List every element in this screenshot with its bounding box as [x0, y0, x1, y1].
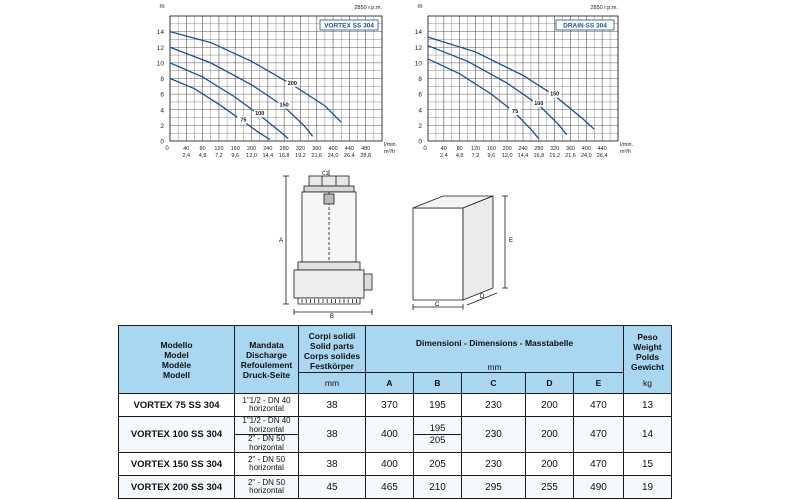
x-tick-label-lmin: 480	[361, 146, 371, 152]
x-tick-label-m3h: 28,8	[360, 153, 372, 159]
row-outlet: 2" - DN 50 horizontal	[235, 476, 299, 499]
row-e: 470	[574, 453, 624, 476]
row-a: 400	[366, 417, 414, 453]
drain-chart-svg	[408, 0, 648, 160]
curve-label-200: 200	[287, 80, 297, 87]
row-d: 200	[526, 394, 574, 417]
y-tick-label: 2	[418, 122, 422, 130]
x-tick-label-lmin: 360	[565, 146, 576, 152]
x-tick-label-lmin: 120	[214, 146, 224, 152]
row-kg: 14	[624, 417, 672, 453]
row-d: 200	[526, 417, 574, 453]
x-tick-label-lmin: 200	[246, 146, 257, 152]
x-tick-label-lmin: 160	[230, 146, 240, 152]
x-tick-label-lmin: 120	[470, 146, 481, 152]
x-tick-label-m3h: 19,2	[549, 153, 561, 159]
spec-table	[118, 325, 672, 499]
x-unit-lmin: l/min.	[384, 142, 398, 148]
y-tick-label: 10	[414, 60, 422, 68]
row-b: 195	[414, 394, 462, 417]
table-row	[119, 417, 672, 453]
x-tick-label-m3h: 2,4	[440, 153, 448, 159]
y-tick-label: 10	[156, 60, 164, 68]
row-c: 230	[462, 453, 526, 476]
dim-col-b: B	[414, 373, 462, 394]
x-tick-label-lmin: 200	[502, 146, 512, 152]
x-unit-m3h: m³/h	[384, 149, 395, 155]
x-tick-label-m3h: 7,2	[215, 153, 223, 159]
curve-label-75: 75	[240, 117, 247, 124]
row-c: 295	[462, 476, 526, 499]
header-dimensions: Dimensioni - Dimensions - Masstabelle mm	[366, 326, 624, 373]
pump-handle	[309, 176, 349, 186]
box-dim-e-label: E	[509, 238, 514, 244]
curve-label-100: 100	[255, 111, 265, 118]
row-solids: 45	[299, 476, 366, 499]
header-outlet: Mandata Discharge Refoulement Druck-Seite	[235, 326, 299, 394]
row-d: 200	[526, 453, 574, 476]
pump-dim-a-label: A	[279, 238, 284, 244]
row-outlet: 1"1/2 - DN 40 horizontal	[235, 394, 299, 417]
x-tick-label-m3h: 26,4	[596, 153, 608, 159]
row-a: 370	[366, 394, 414, 417]
row-a: 400	[366, 453, 414, 476]
y-tick-label: 14	[156, 29, 164, 37]
chart-title: DRAIN SS 304	[563, 22, 607, 30]
row-outlet: 1"1/2 - DN 40 horizontal 2" - DN 50 horizontal	[235, 417, 299, 453]
y-tick-label: 8	[418, 76, 422, 83]
chart-grid	[170, 16, 382, 141]
dims-unit: mm	[487, 362, 502, 372]
box-front	[413, 208, 463, 300]
vortex-chart-svg	[150, 0, 398, 160]
x-tick-label-m3h: 12,0	[501, 153, 513, 159]
row-e: 470	[574, 417, 624, 453]
row-e: 470	[574, 394, 624, 417]
y-tick-label: 0	[160, 138, 164, 146]
x-tick-label-lmin: 80	[199, 146, 206, 152]
header-solids: Corpi solidi Solid parts Corps solides Festkörper	[299, 326, 366, 373]
x-tick-label-m3h: 21,6	[311, 153, 323, 159]
header-model: Modello Model Modèle Modell	[119, 326, 235, 394]
curve-label-150: 150	[550, 91, 560, 98]
y-tick-label: 4	[160, 107, 164, 115]
speed-label: 2850 r.p.m.	[354, 5, 382, 11]
row-kg: 13	[624, 394, 672, 417]
y-tick-label: 14	[414, 29, 422, 37]
x-tick-label-lmin: 400	[328, 146, 338, 152]
x-tick-label-lmin: 240	[518, 146, 528, 152]
drain-performance-chart	[408, 0, 648, 160]
x-tick-label-m3h: 21,6	[565, 153, 576, 159]
row-c: 230	[462, 394, 526, 417]
pump-dim-b-label: B	[330, 314, 335, 320]
x-tick-label-m3h: 7,2	[471, 153, 480, 159]
y-tick-label: 6	[160, 91, 164, 99]
weight-unit: kg	[643, 377, 652, 388]
curve-label-75: 75	[512, 108, 519, 115]
x-tick-label-m3h: 4,8	[455, 153, 464, 159]
package-drawing-svg	[405, 190, 525, 315]
y-tick-label: 2	[160, 122, 164, 130]
x-unit-m3h: m³/h	[620, 149, 631, 155]
y-tick-label: 12	[414, 44, 422, 52]
y-tick-label: 4	[418, 107, 422, 115]
x-tick-label-lmin: 400	[581, 146, 591, 152]
speed-label: 2850 r.p.m.	[590, 5, 618, 11]
curve-200	[170, 32, 341, 123]
row-e: 490	[574, 476, 624, 499]
x-tick-label-lmin: 440	[597, 146, 607, 152]
x-tick-label-m3h: 9,6	[487, 153, 496, 159]
x-tick-label-lmin: 320	[550, 146, 560, 152]
box-side	[463, 196, 493, 300]
curve-label-150: 150	[279, 102, 289, 109]
row-model: VORTEX 100 SS 304	[119, 417, 235, 453]
pump-outlet	[364, 274, 372, 290]
x-tick-label-m3h: 16,8	[533, 153, 545, 159]
x-tick-label-m3h: 12,0	[246, 153, 257, 159]
row-c: 230	[462, 417, 526, 453]
row-model: VORTEX 75 SS 304	[119, 394, 235, 417]
dim-col-a: A	[366, 373, 414, 394]
pump-top-cap	[304, 186, 354, 192]
x-tick-label-m3h: 9,6	[231, 153, 240, 159]
dim-col-d: D	[526, 373, 574, 394]
curve-100	[170, 63, 288, 139]
header-weight: Peso Weight Polds Gewicht kg	[624, 326, 672, 394]
row-b: 210	[414, 476, 462, 499]
y-tick-label: 0	[418, 138, 422, 146]
pump-top-label: C1	[322, 171, 329, 177]
x-tick-label-lmin: 160	[486, 146, 496, 152]
y-tick-label: 12	[156, 44, 164, 52]
y-tick-label: 8	[160, 76, 164, 83]
x-tick-label-lmin: 40	[440, 146, 447, 152]
row-kg: 15	[624, 453, 672, 476]
row-solids: 38	[299, 417, 366, 453]
x-origin-label: 0	[423, 146, 427, 152]
row-solids: 38	[299, 394, 366, 417]
curve-label-100: 100	[534, 101, 544, 108]
y-axis-label: m	[159, 4, 165, 10]
x-tick-label-lmin: 280	[279, 146, 289, 152]
row-model: VORTEX 150 SS 304	[119, 453, 235, 476]
x-tick-label-lmin: 280	[534, 146, 544, 152]
dim-col-c: C	[462, 373, 526, 394]
row-kg: 19	[624, 476, 672, 499]
x-tick-label-lmin: 360	[312, 146, 322, 152]
table-header-row	[119, 326, 672, 373]
table-row	[119, 476, 672, 499]
x-tick-label-m3h: 2,4	[182, 153, 191, 159]
vortex-performance-chart	[150, 0, 398, 160]
row-b: 195 205	[414, 417, 462, 453]
x-tick-label-m3h: 4,8	[198, 153, 207, 159]
x-tick-label-m3h: 19,2	[295, 153, 306, 159]
x-tick-label-m3h: 26,4	[344, 153, 355, 159]
table-row	[119, 453, 672, 476]
x-tick-label-m3h: 16,8	[278, 153, 290, 159]
x-tick-label-m3h: 14,4	[517, 153, 529, 159]
row-d: 255	[526, 476, 574, 499]
row-solids: 38	[299, 453, 366, 476]
pump-dimension-drawing	[276, 170, 386, 320]
pump-base	[294, 270, 364, 298]
x-origin-label: 0	[165, 146, 169, 152]
y-tick-label: 6	[418, 91, 422, 99]
x-unit-lmin: l/min.	[620, 142, 634, 148]
chart-title: VORTEX SS 304	[324, 22, 374, 30]
box-dim-d-label: D	[480, 294, 485, 300]
x-tick-label-m3h: 24,0	[580, 153, 592, 159]
row-b: 205	[414, 453, 462, 476]
pump-drawing-svg	[276, 170, 386, 320]
x-tick-label-m3h: 24,0	[327, 153, 339, 159]
x-tick-label-lmin: 40	[183, 146, 190, 152]
row-model: VORTEX 200 SS 304	[119, 476, 235, 499]
solids-unit: mm	[299, 373, 366, 394]
x-tick-label-lmin: 80	[456, 146, 463, 152]
box-dim-c-label: C	[435, 302, 440, 308]
x-tick-label-m3h: 14,4	[262, 153, 274, 159]
package-dimension-drawing	[405, 190, 525, 315]
dim-col-e: E	[574, 373, 624, 394]
x-tick-label-lmin: 240	[263, 146, 273, 152]
row-a: 465	[366, 476, 414, 499]
curve-150	[428, 37, 594, 129]
table-row	[119, 394, 672, 417]
y-axis-label: m	[417, 4, 423, 10]
row-outlet: 2" - DN 50 horizontal	[235, 453, 299, 476]
x-tick-label-lmin: 440	[344, 146, 354, 152]
x-tick-label-lmin: 320	[295, 146, 306, 152]
chart-grid	[428, 16, 618, 141]
